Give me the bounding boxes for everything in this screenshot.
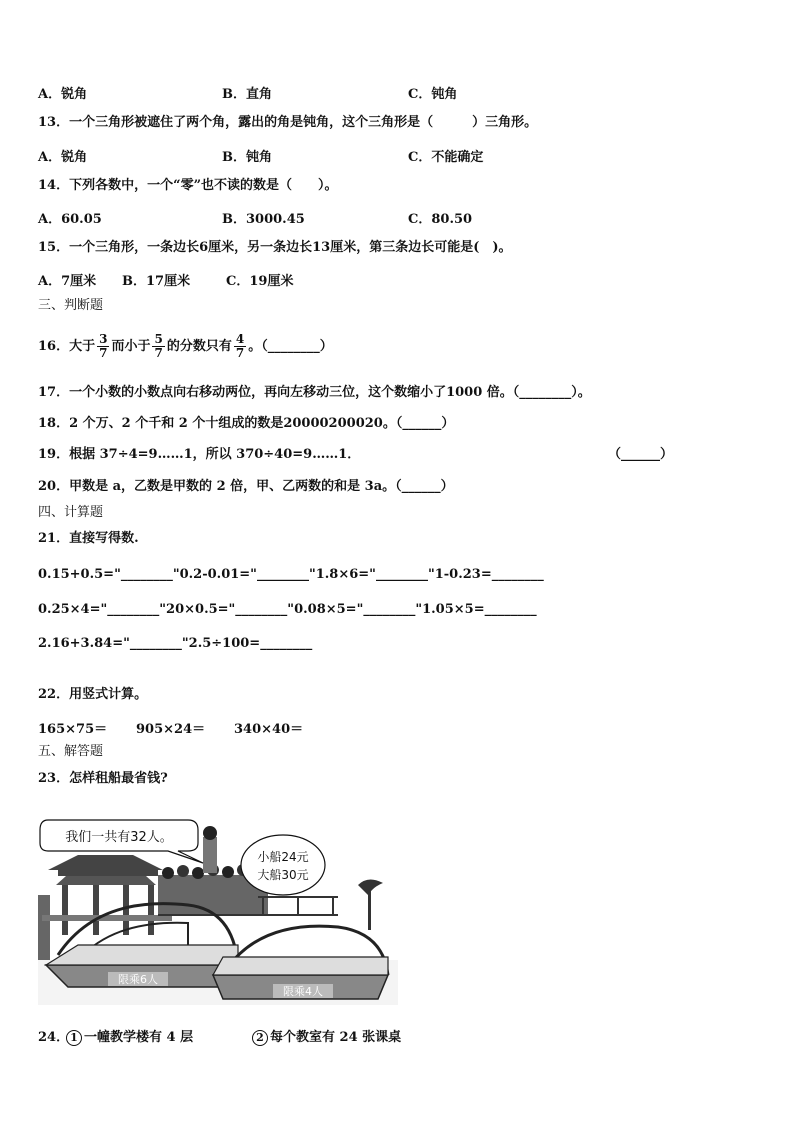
q24-item-2-text: 每个教室有 24 张课桌 xyxy=(270,1030,402,1045)
q16-mid2: 的分数只有 xyxy=(166,339,232,354)
q22-title: 22．用竖式计算。 xyxy=(38,687,148,702)
q20-text: 20．甲数是 a，乙数是甲数的 2 倍，甲、乙两数的和是 3a。（______） xyxy=(38,479,454,494)
q19-text: 19．根据 37÷4=9……1，所以 370÷40=9……1． xyxy=(38,447,361,462)
q17-text: 17．一个小数的小数点向右移动两位，再向左移动三位，这个数缩小了1000 倍。（________）。 xyxy=(38,385,591,400)
boat-rental-illustration xyxy=(38,815,398,1005)
price-bubble xyxy=(241,835,325,895)
q15-text: 15．一个三角形，一条边长6厘米，另一条边长13厘米，第三条边长可能是( )。 xyxy=(38,240,512,255)
price-large-boat: 大船30元 xyxy=(257,868,309,882)
q16-text xyxy=(38,330,333,364)
section-3-heading: 三、判断题 xyxy=(38,298,104,313)
q22-item-2: 905×24＝ xyxy=(136,722,206,737)
fraction-5-7: $\frac{5}{7}$ xyxy=(154,332,163,360)
q24-item-1-text: 一幢教学楼有 4 层 xyxy=(84,1030,194,1045)
q13-option-a: A．锐角 xyxy=(38,150,88,165)
q24-item-1 xyxy=(66,1029,193,1047)
bubble-text: 我们一共有32人。 xyxy=(65,830,173,845)
q21-row-1: 0.15+0.5="________"0.2-0.01="________"1.8×6="________"1-0.23=________ xyxy=(38,567,544,582)
q23-title: 23．怎样租船最省钱? xyxy=(38,771,168,786)
q16-prefix: 16．大于 xyxy=(38,339,96,354)
q22-item-3: 340×40＝ xyxy=(234,722,304,737)
section-4-heading: 四、计算题 xyxy=(38,505,104,520)
q13-option-b: B．钝角 xyxy=(222,150,272,165)
q22-item-1: 165×75＝ xyxy=(38,722,108,737)
q15-option-b: B．17厘米 xyxy=(122,274,191,289)
pavilion-silhouette xyxy=(38,855,172,960)
q18-text: 18．2 个万、2 个千和 2 个十组成的数是20000200020。（______） xyxy=(38,416,455,431)
q15-option-c: C．19厘米 xyxy=(226,274,294,289)
circled-number-1: 1 xyxy=(66,1030,82,1046)
q14-option-c: C．80.50 xyxy=(408,212,473,227)
q16-mid: 而小于 xyxy=(111,339,151,354)
q13-option-c: C．不能确定 xyxy=(408,150,484,165)
q12-option-c: C．钝角 xyxy=(408,87,458,102)
q15-option-a: A．7厘米 xyxy=(38,274,97,289)
circled-number-2: 2 xyxy=(252,1030,268,1046)
fraction-3-7: $\frac{3}{7}$ xyxy=(99,332,108,360)
price-small-boat: 小船24元 xyxy=(257,850,309,864)
q21-row-3: 2.16+3.84="________"2.5÷100=________ xyxy=(38,636,313,651)
fraction-4-7: $\frac{4}{7}$ xyxy=(235,332,245,360)
q19-answer-blank: （______） xyxy=(608,447,674,462)
section-5-heading: 五、解答题 xyxy=(38,744,104,759)
q24-label: 24． xyxy=(38,1030,70,1045)
q12-option-b: B．直角 xyxy=(222,87,272,102)
small-boat xyxy=(213,926,388,999)
q24-item-2 xyxy=(252,1029,401,1047)
q12-option-a: A．锐角 xyxy=(38,87,88,102)
q21-title: 21．直接写得数. xyxy=(38,531,139,546)
q14-option-b: B．3000.45 xyxy=(222,212,305,227)
q16-suffix: 。（________） xyxy=(248,339,333,354)
large-boat-label: 限乘6人 xyxy=(118,973,158,986)
small-boat-label: 限乘4人 xyxy=(283,985,323,998)
q21-row-2: 0.25×4="________"20×0.5="________"0.08×5="________"1.05×5=________ xyxy=(38,602,537,617)
tree xyxy=(358,879,383,930)
q13-text: 13．一个三角形被遮住了两个角，露出的角是钝角，这个三角形是（ ）三角形。 xyxy=(38,115,538,130)
q14-text: 14．下列各数中，一个“零”也不读的数是（ ）。 xyxy=(38,178,338,193)
q14-option-a: A．60.05 xyxy=(38,212,102,227)
